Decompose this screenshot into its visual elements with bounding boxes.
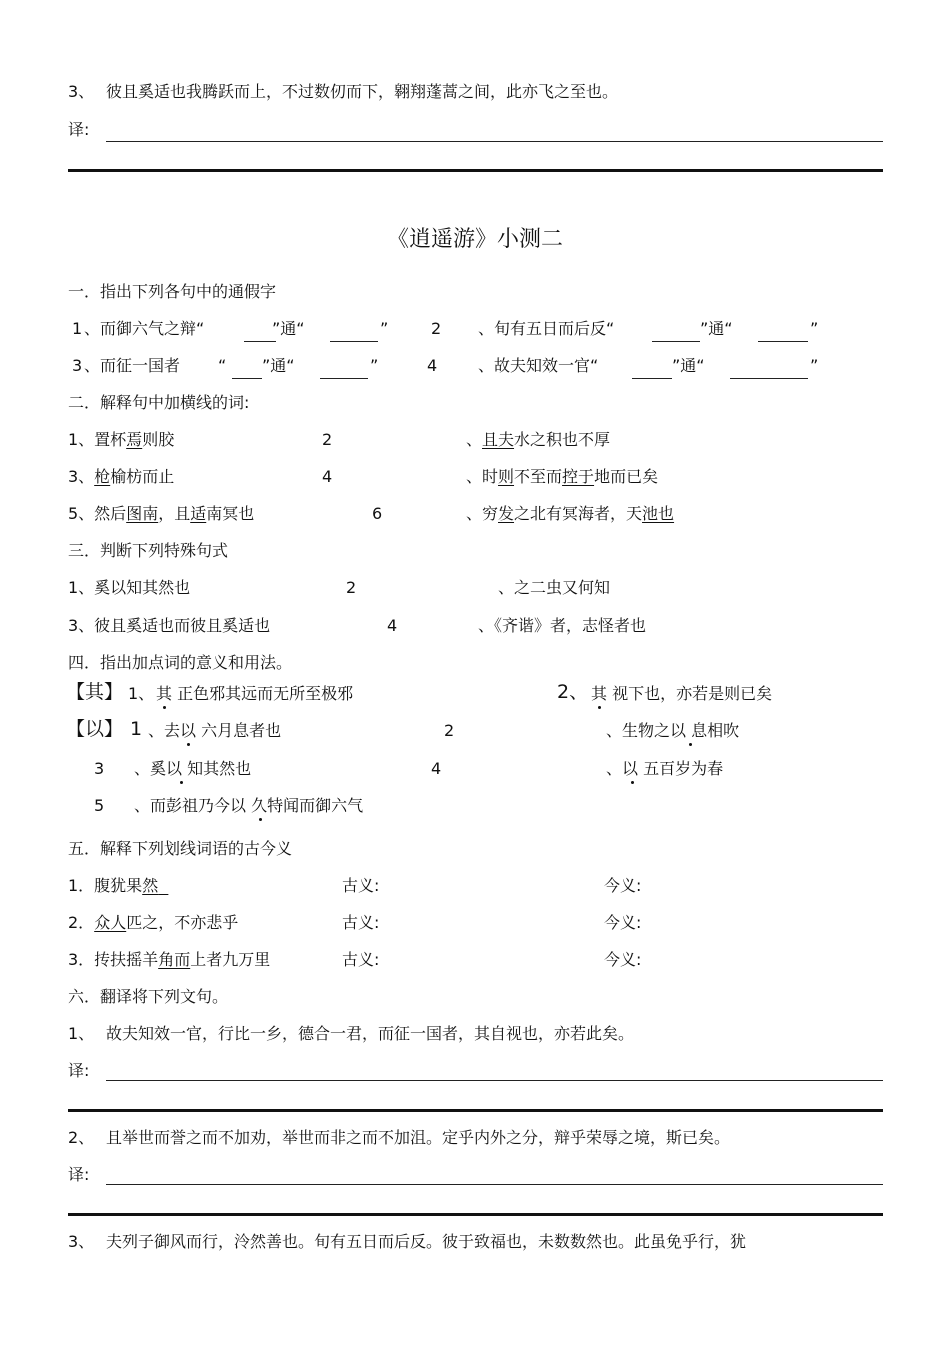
close-quote: ” bbox=[380, 319, 389, 338]
modern-meaning-label: 今义: bbox=[604, 876, 642, 895]
answer-line[interactable] bbox=[106, 1184, 883, 1185]
question-text: 故夫知效一官，行比一乡，德合一君，而征一国者，其自视也，亦若此矣。 bbox=[106, 1024, 635, 1043]
item-text: 、而彭祖乃今以 久特闻而御六气 bbox=[134, 796, 364, 815]
section-6-heading: 六．翻译将下列文句。 bbox=[68, 987, 229, 1006]
blank-input[interactable] bbox=[730, 378, 808, 379]
blank-input[interactable] bbox=[652, 341, 700, 342]
item-number: 5 bbox=[94, 796, 105, 815]
item-number: 3 bbox=[72, 356, 83, 375]
question-number: 2、 bbox=[68, 1128, 95, 1147]
item-text: 3、彼且奚适也而彼且奚适也 bbox=[68, 616, 271, 635]
close-quote: ” bbox=[810, 356, 819, 375]
tong-connector: ”通“ bbox=[672, 356, 705, 375]
item-text: 、而御六气之辩“ bbox=[84, 319, 205, 338]
item-text: 、去以 六月息者也 bbox=[148, 721, 282, 740]
question-number: 3、 bbox=[68, 1232, 95, 1251]
ancient-meaning-label: 古义: bbox=[342, 913, 380, 932]
emphasis-dot bbox=[631, 781, 634, 784]
question-number: 1、 bbox=[68, 1024, 95, 1043]
item-text: 1、奚以知其然也 bbox=[68, 578, 191, 597]
item-number: 2、 bbox=[557, 681, 589, 703]
item-text: 、而征一国者 bbox=[84, 356, 181, 375]
item-number: 2 bbox=[346, 578, 357, 597]
emphasis-dot bbox=[689, 743, 692, 746]
ancient-meaning-label: 古义: bbox=[342, 950, 380, 969]
translate-label: 译: bbox=[68, 1165, 90, 1184]
section-3-heading: 三．判断下列特殊句式 bbox=[68, 541, 229, 560]
item-text: 、奚以 知其然也 bbox=[134, 759, 252, 778]
item-text: 1．腹犹果然 bbox=[68, 876, 159, 895]
item-text: 、故夫知效一官“ bbox=[478, 356, 599, 375]
section-divider bbox=[68, 169, 883, 172]
item-text: 、时则不至而控于地而已矣 bbox=[466, 467, 659, 486]
emphasis-dot bbox=[163, 706, 166, 709]
emphasis-dot bbox=[259, 818, 262, 821]
item-number: 2 bbox=[431, 319, 442, 338]
item-number: 1 bbox=[130, 718, 143, 740]
translate-label: 译: bbox=[68, 1061, 90, 1080]
blank-input[interactable] bbox=[758, 341, 808, 342]
item-text: 、《齐谐》者，志怪者也 bbox=[478, 616, 647, 635]
item-number: 4 bbox=[427, 356, 438, 375]
open-quote: “ bbox=[218, 356, 227, 375]
item-text: 、旬有五日而后反“ bbox=[478, 319, 615, 338]
item-number: 4 bbox=[431, 759, 442, 778]
item-text: 3．抟扶摇羊角而上者九万里 bbox=[68, 950, 271, 969]
item-text: 、以 五百岁为春 bbox=[606, 759, 724, 778]
item-text: 3、枪榆枋而止 bbox=[68, 467, 175, 486]
page-title: 《逍遥游》小测二 bbox=[386, 227, 563, 252]
question-text: 彼且奚适也我腾跃而上，不过数仞而下，翱翔蓬蒿之间，此亦飞之至也。 bbox=[106, 82, 619, 101]
item-text: 、生物之以 息相吹 bbox=[606, 721, 740, 740]
modern-meaning-label: 今义: bbox=[604, 913, 642, 932]
item-number: 1、 bbox=[128, 684, 155, 703]
blank-input[interactable] bbox=[320, 378, 368, 379]
blank-input[interactable] bbox=[244, 341, 276, 342]
emphasis-dot bbox=[187, 743, 190, 746]
section-divider bbox=[68, 1109, 883, 1112]
close-quote: ” bbox=[810, 319, 819, 338]
item-number: 1 bbox=[72, 319, 83, 338]
tong-connector: ”通“ bbox=[700, 319, 733, 338]
item-text: 其 正色邪其远而无所至极邪 bbox=[156, 684, 354, 703]
emphasis-dot bbox=[180, 781, 183, 784]
item-text: 、之二虫又何知 bbox=[498, 578, 611, 597]
blank-input[interactable] bbox=[330, 341, 378, 342]
item-text: 1、置杯焉则胶 bbox=[68, 430, 175, 449]
section-5-heading: 五．解释下列划线词语的古今义 bbox=[68, 839, 293, 858]
question-text: 夫列子御风而行，泠然善也。旬有五日而后反。彼于致福也，未数数然也。此虽免乎行，犹 bbox=[106, 1232, 747, 1251]
item-number: 2 bbox=[322, 430, 333, 449]
item-number: 2 bbox=[444, 721, 455, 740]
section-divider bbox=[68, 1213, 883, 1216]
item-text: 2．众人匹之，不亦悲乎 bbox=[68, 913, 239, 932]
item-text: 、穷发之北有冥海者，天池也 bbox=[466, 504, 675, 523]
close-quote: ” bbox=[370, 356, 379, 375]
item-number: 4 bbox=[322, 467, 333, 486]
tong-connector: ”通“ bbox=[262, 356, 295, 375]
item-number: 6 bbox=[372, 504, 383, 523]
item-text: 5、然后图南，且适南冥也 bbox=[68, 504, 255, 523]
section-2-heading: 二．解释句中加横线的词: bbox=[68, 393, 250, 412]
item-number: 3 bbox=[94, 759, 105, 778]
yi-tag: 【以】 bbox=[66, 718, 124, 740]
question-text: 且举世而誉之而不加劝，举世而非之而不加沮。定乎内外之分，辩乎荣辱之境，斯已矣。 bbox=[106, 1128, 731, 1147]
translate-label: 译: bbox=[68, 120, 90, 139]
item-text: 其 视下也，亦若是则已矣 bbox=[591, 684, 773, 703]
answer-line[interactable] bbox=[106, 1080, 883, 1081]
blank-input[interactable] bbox=[232, 378, 262, 379]
qi-tag: 【其】 bbox=[66, 681, 124, 703]
section-1-heading: 一．指出下列各句中的通假字 bbox=[68, 282, 277, 301]
emphasis-dot bbox=[598, 706, 601, 709]
question-number: 3、 bbox=[68, 82, 95, 101]
answer-line[interactable] bbox=[106, 141, 883, 142]
item-number: 4 bbox=[387, 616, 398, 635]
ancient-meaning-label: 古义: bbox=[342, 876, 380, 895]
blank-input[interactable] bbox=[632, 378, 672, 379]
modern-meaning-label: 今义: bbox=[604, 950, 642, 969]
section-4-heading: 四．指出加点词的意义和用法。 bbox=[68, 653, 293, 672]
tong-connector: ”通“ bbox=[272, 319, 305, 338]
item-text: 、且夫水之积也不厚 bbox=[466, 430, 611, 449]
